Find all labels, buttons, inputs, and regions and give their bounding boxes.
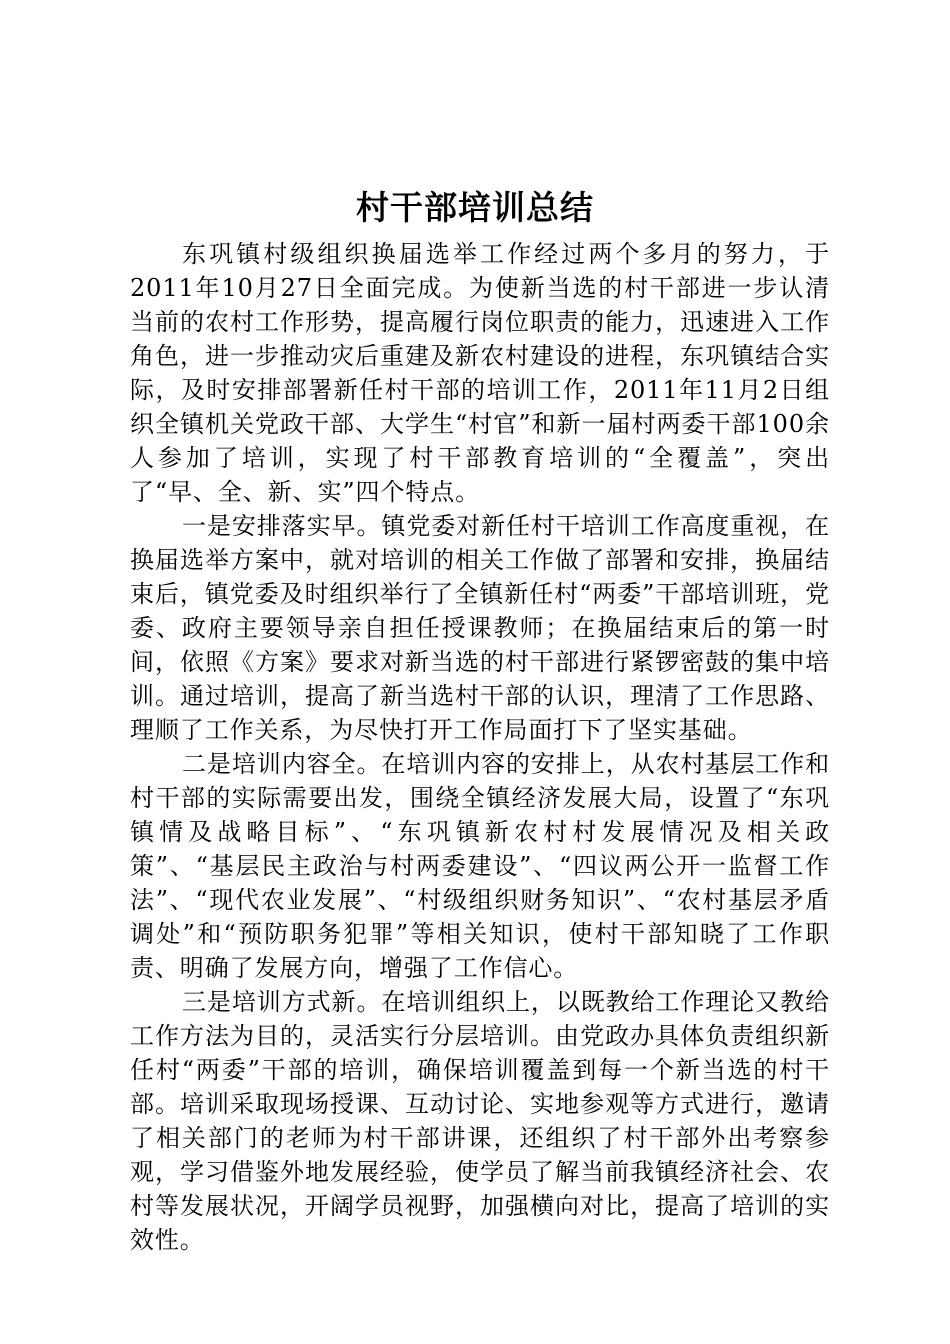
document-body [130, 237, 830, 1257]
paragraph-point-two: 二是培训内容全。在培训内容的安排上，从农村基层工作和村干部的实际需要出发，围绕全镇经济发展大局，设置了“东巩镇情及战略目标”、“东巩镇新农村村发展情况及相关政策”、“基层民主政治与村两委建设”、“四议两公开一监督工作法”、“现代农业发展”、“村级组织财务知识”、“农村基层矛盾调处”和“预防职务犯罪”等相关知识，使村干部知晓了工作职责、明确了发展方向，增强了工作信心。 [130, 750, 830, 982]
paragraph-point-three: 三是培训方式新。在培训组织上，以既教给工作理论又教给工作方法为目的，灵活实行分层培训。由党政办具体负责组织新任村“两委”干部的培训，确保培训覆盖到每一个新当选的村干部。培训采取现场授课、互动讨论、实地参观等方式进行，邀请了相关部门的老师为村干部讲课，还组织了村干部外出考察参观，学习借鉴外地发展经验，使学员了解当前我镇经济社会、农村等发展状况，开阔学员视野，加强横向对比，提高了培训的实效性。 [130, 988, 830, 1254]
document-title: 村干部培训总结 [356, 188, 594, 227]
paragraph-point-one: 一是安排落实早。镇党委对新任村干培训工作高度重视，在换届选举方案中，就对培训的相关工作做了部署和安排，换届结束后，镇党委及时组织举行了全镇新任村“两委”干部培训班，党委、政府主要领导亲自担任授课教师；在换届结束后的第一时间，依照《方案》要求对新当选的村干部进行紧锣密鼓的集中培训。通过培训，提高了新当选村干部的认识，理清了工作思路、理顺了工作关系，为尽快打开工作局面打下了坚实基础。 [130, 512, 830, 744]
paragraph-intro: 东巩镇村级组织换届选举工作经过两个多月的努力，于2011年10月27日全面完成。为使新当选的村干部进一步认清当前的农村工作形势，提高履行岗位职责的能力，迅速进入工作角色，进一步推动灾后重建及新农村建设的进程，东巩镇结合实际，及时安排部署新任村干部的培训工作，2011年11月2日组织全镇机关党政干部、大学生“村官”和新一届村两委干部100余人参加了培训，实现了村干部教育培训的“全覆盖”，突出了“早、全、新、实”四个特点。 [130, 240, 830, 506]
